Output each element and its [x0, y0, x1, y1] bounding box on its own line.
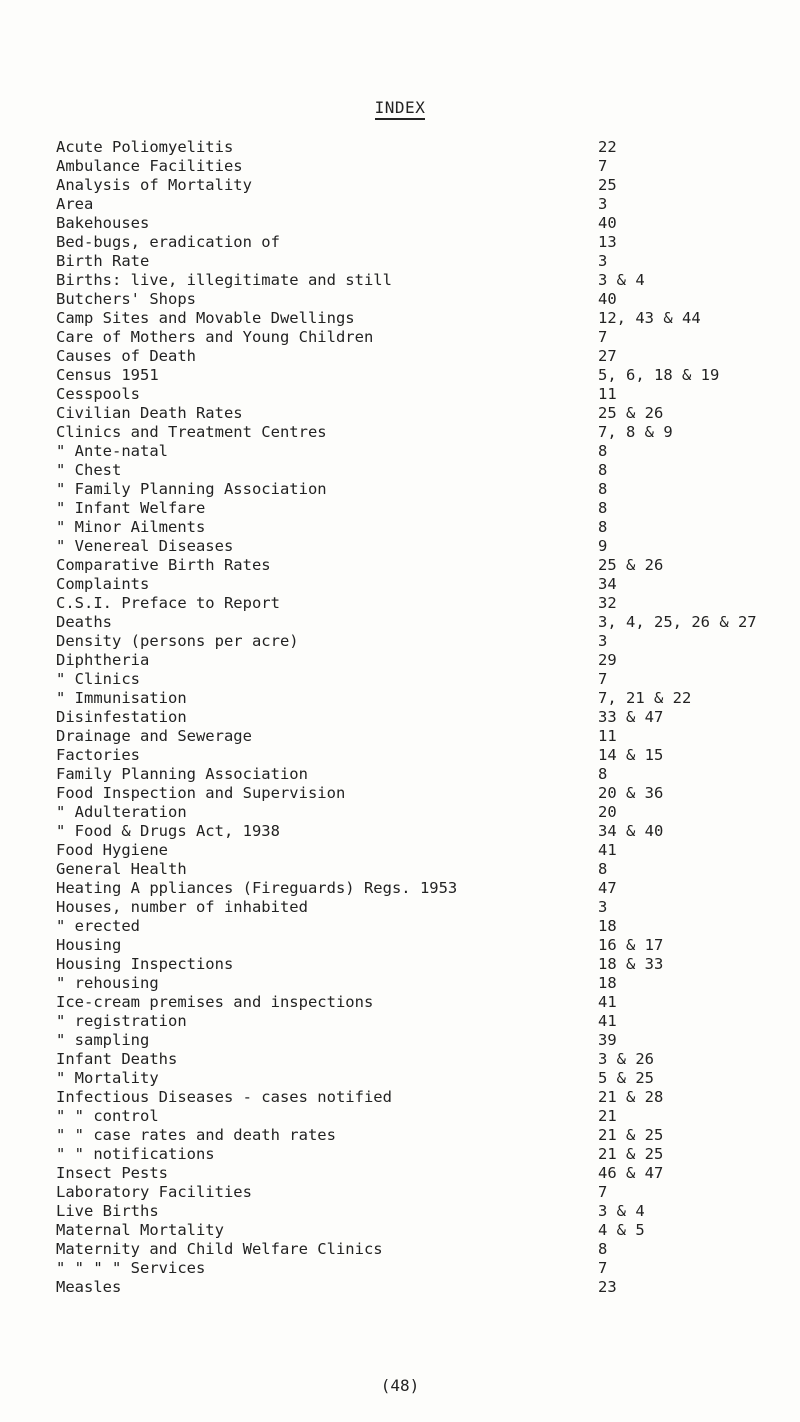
entry-pages: 3 [598, 252, 608, 270]
entry-label: " Mortality [56, 1069, 159, 1087]
entry-label: " Clinics [56, 670, 140, 688]
index-entry [0, 1221, 800, 1240]
index-entry [0, 955, 800, 974]
entry-label: " erected [56, 917, 140, 935]
index-entry [0, 575, 800, 594]
entry-label: Complaints [56, 575, 150, 593]
entry-pages: 3 & 4 [598, 271, 645, 289]
index-entry [0, 537, 800, 556]
entry-label: " Ante-natal [56, 442, 168, 460]
entry-label: Houses, number of inhabited [56, 898, 308, 916]
index-entry [0, 385, 800, 404]
entry-pages: 41 [598, 841, 617, 859]
entry-pages: 39 [598, 1031, 617, 1049]
index-entry [0, 176, 800, 195]
entry-label: Maternal Mortality [56, 1221, 224, 1239]
entry-pages: 16 & 17 [598, 936, 664, 954]
entry-pages: 21 & 28 [598, 1088, 664, 1106]
index-entry [0, 632, 800, 651]
index-entry [0, 1145, 800, 1164]
entry-pages: 7 [598, 328, 608, 346]
index-entry [0, 1012, 800, 1031]
entry-pages: 18 [598, 917, 617, 935]
index-entry [0, 252, 800, 271]
entry-pages: 8 [598, 765, 608, 783]
entry-label: " Immunisation [56, 689, 187, 707]
entry-label: Bed-bugs, eradication of [56, 233, 280, 251]
entry-label: " Infant Welfare [56, 499, 206, 517]
entry-pages: 40 [598, 214, 617, 232]
entry-label: " Food & Drugs Act, 1938 [56, 822, 280, 840]
entry-label: Ambulance Facilities [56, 157, 243, 175]
index-entry [0, 594, 800, 613]
entry-pages: 34 & 40 [598, 822, 664, 840]
index-entry [0, 347, 800, 366]
index-entry [0, 1202, 800, 1221]
entry-label: Infant Deaths [56, 1050, 178, 1068]
index-entry [0, 1088, 800, 1107]
index-entry [0, 195, 800, 214]
index-entry [0, 556, 800, 575]
entry-pages: 8 [598, 518, 608, 536]
entry-label: Food Hygiene [56, 841, 168, 859]
index-entry [0, 1183, 800, 1202]
entry-label: Birth Rate [56, 252, 150, 270]
index-list [0, 138, 800, 1297]
index-entry [0, 1031, 800, 1050]
entry-pages: 21 [598, 1107, 617, 1125]
index-entry [0, 499, 800, 518]
entry-pages: 5 & 25 [598, 1069, 654, 1087]
entry-pages: 13 [598, 233, 617, 251]
entry-label: Infectious Diseases - cases notified [56, 1088, 392, 1106]
entry-pages: 8 [598, 461, 608, 479]
index-entry [0, 309, 800, 328]
entry-label: C.S.I. Preface to Report [56, 594, 280, 612]
index-entry [0, 841, 800, 860]
entry-label: " " control [56, 1107, 159, 1125]
entry-label: Factories [56, 746, 140, 764]
entry-label: Maternity and Child Welfare Clinics [56, 1240, 383, 1258]
index-entry [0, 214, 800, 233]
index-entry [0, 651, 800, 670]
index-entry [0, 746, 800, 765]
index-entry [0, 765, 800, 784]
index-entry [0, 366, 800, 385]
entry-pages: 34 [598, 575, 617, 593]
entry-pages: 8 [598, 860, 608, 878]
index-entry [0, 708, 800, 727]
entry-pages: 20 [598, 803, 617, 821]
entry-label: Analysis of Mortality [56, 176, 252, 194]
entry-label: Care of Mothers and Young Children [56, 328, 374, 346]
entry-pages: 11 [598, 385, 617, 403]
index-entry [0, 1069, 800, 1088]
index-entry [0, 670, 800, 689]
entry-label: Drainage and Sewerage [56, 727, 252, 745]
index-entry [0, 822, 800, 841]
index-entry [0, 442, 800, 461]
entry-label: Laboratory Facilities [56, 1183, 252, 1201]
entry-label: Civilian Death Rates [56, 404, 243, 422]
entry-label: Butchers' Shops [56, 290, 196, 308]
index-entry [0, 689, 800, 708]
index-entry [0, 974, 800, 993]
entry-pages: 18 & 33 [598, 955, 664, 973]
entry-pages: 3 [598, 632, 608, 650]
entry-pages: 4 & 5 [598, 1221, 645, 1239]
entry-label: Births: live, illegitimate and still [56, 271, 392, 289]
entry-label: " Adulteration [56, 803, 187, 821]
entry-label: " Minor Ailments [56, 518, 206, 536]
entry-pages: 40 [598, 290, 617, 308]
entry-pages: 25 [598, 176, 617, 194]
entry-label: Acute Poliomyelitis [56, 138, 234, 156]
entry-label: Disinfestation [56, 708, 187, 726]
index-entry [0, 784, 800, 803]
entry-pages: 8 [598, 499, 608, 517]
entry-pages: 23 [598, 1278, 617, 1296]
index-entry [0, 1050, 800, 1069]
entry-pages: 41 [598, 1012, 617, 1030]
entry-label: Diphtheria [56, 651, 150, 669]
entry-pages: 29 [598, 651, 617, 669]
index-entry [0, 290, 800, 309]
index-entry [0, 1259, 800, 1278]
entry-label: Food Inspection and Supervision [56, 784, 346, 802]
index-entry [0, 898, 800, 917]
entry-pages: 3 [598, 898, 608, 916]
entry-pages: 14 & 15 [598, 746, 664, 764]
entry-pages: 18 [598, 974, 617, 992]
index-entry [0, 917, 800, 936]
index-entry [0, 727, 800, 746]
entry-pages: 7 [598, 1259, 608, 1277]
entry-pages: 7 [598, 670, 608, 688]
index-entry [0, 879, 800, 898]
entry-label: Bakehouses [56, 214, 150, 232]
index-entry [0, 404, 800, 423]
entry-pages: 25 & 26 [598, 404, 664, 422]
entry-label: Family Planning Association [56, 765, 308, 783]
entry-label: Ice-cream premises and inspections [56, 993, 374, 1011]
entry-label: Housing [56, 936, 122, 954]
entry-pages: 41 [598, 993, 617, 1011]
index-entry [0, 1107, 800, 1126]
entry-pages: 5, 6, 18 & 19 [598, 366, 720, 384]
entry-label: " Chest [56, 461, 122, 479]
entry-pages: 21 & 25 [598, 1126, 664, 1144]
index-entry [0, 803, 800, 822]
page-title: INDEX [0, 98, 800, 117]
entry-label: Census 1951 [56, 366, 159, 384]
index-entry [0, 860, 800, 879]
index-entry [0, 423, 800, 442]
entry-label: Cesspools [56, 385, 140, 403]
entry-label: " Family Planning Association [56, 480, 327, 498]
entry-pages: 11 [598, 727, 617, 745]
index-entry [0, 1278, 800, 1297]
index-entry [0, 233, 800, 252]
index-entry [0, 157, 800, 176]
entry-label: " sampling [56, 1031, 150, 1049]
entry-label: General Health [56, 860, 187, 878]
entry-label: Clinics and Treatment Centres [56, 423, 327, 441]
index-entry [0, 461, 800, 480]
entry-label: Insect Pests [56, 1164, 168, 1182]
index-entry [0, 271, 800, 290]
entry-pages: 7, 21 & 22 [598, 689, 692, 707]
entry-pages: 20 & 36 [598, 784, 664, 802]
index-entry [0, 1240, 800, 1259]
entry-pages: 8 [598, 480, 608, 498]
entry-pages: 32 [598, 594, 617, 612]
index-entry [0, 328, 800, 347]
index-entry [0, 993, 800, 1012]
page-number: (48) [380, 1376, 420, 1395]
entry-label: " " case rates and death rates [56, 1126, 336, 1144]
entry-pages: 47 [598, 879, 617, 897]
entry-pages: 7 [598, 157, 608, 175]
entry-label: Housing Inspections [56, 955, 234, 973]
entry-label: Comparative Birth Rates [56, 556, 271, 574]
entry-pages: 9 [598, 537, 608, 555]
entry-label: " rehousing [56, 974, 159, 992]
entry-pages: 27 [598, 347, 617, 365]
entry-pages: 8 [598, 1240, 608, 1258]
index-entry [0, 936, 800, 955]
entry-label: " " " " Services [56, 1259, 206, 1277]
entry-pages: 21 & 25 [598, 1145, 664, 1163]
entry-label: Causes of Death [56, 347, 196, 365]
entry-pages: 7 [598, 1183, 608, 1201]
entry-label: " Venereal Diseases [56, 537, 234, 555]
entry-label: Camp Sites and Movable Dwellings [56, 309, 355, 327]
entry-label: Density (persons per acre) [56, 632, 299, 650]
entry-pages: 3 & 26 [598, 1050, 654, 1068]
index-entry [0, 138, 800, 157]
entry-pages: 3 & 4 [598, 1202, 645, 1220]
entry-pages: 22 [598, 138, 617, 156]
entry-pages: 3, 4, 25, 26 & 27 [598, 613, 757, 631]
index-entry [0, 480, 800, 499]
entry-label: Deaths [56, 613, 112, 631]
entry-label: Live Births [56, 1202, 159, 1220]
index-entry [0, 613, 800, 632]
entry-label: Heating A ppliances (Fireguards) Regs. 1953 [56, 879, 458, 897]
entry-pages: 12, 43 & 44 [598, 309, 701, 327]
entry-pages: 25 & 26 [598, 556, 664, 574]
entry-pages: 33 & 47 [598, 708, 664, 726]
entry-pages: 3 [598, 195, 608, 213]
entry-label: Measles [56, 1278, 122, 1296]
entry-label: " " notifications [56, 1145, 215, 1163]
index-entry [0, 518, 800, 537]
entry-pages: 46 & 47 [598, 1164, 664, 1182]
index-entry [0, 1164, 800, 1183]
entry-label: Area [56, 195, 94, 213]
index-entry [0, 1126, 800, 1145]
entry-pages: 7, 8 & 9 [598, 423, 673, 441]
entry-label: " registration [56, 1012, 187, 1030]
entry-pages: 8 [598, 442, 608, 460]
